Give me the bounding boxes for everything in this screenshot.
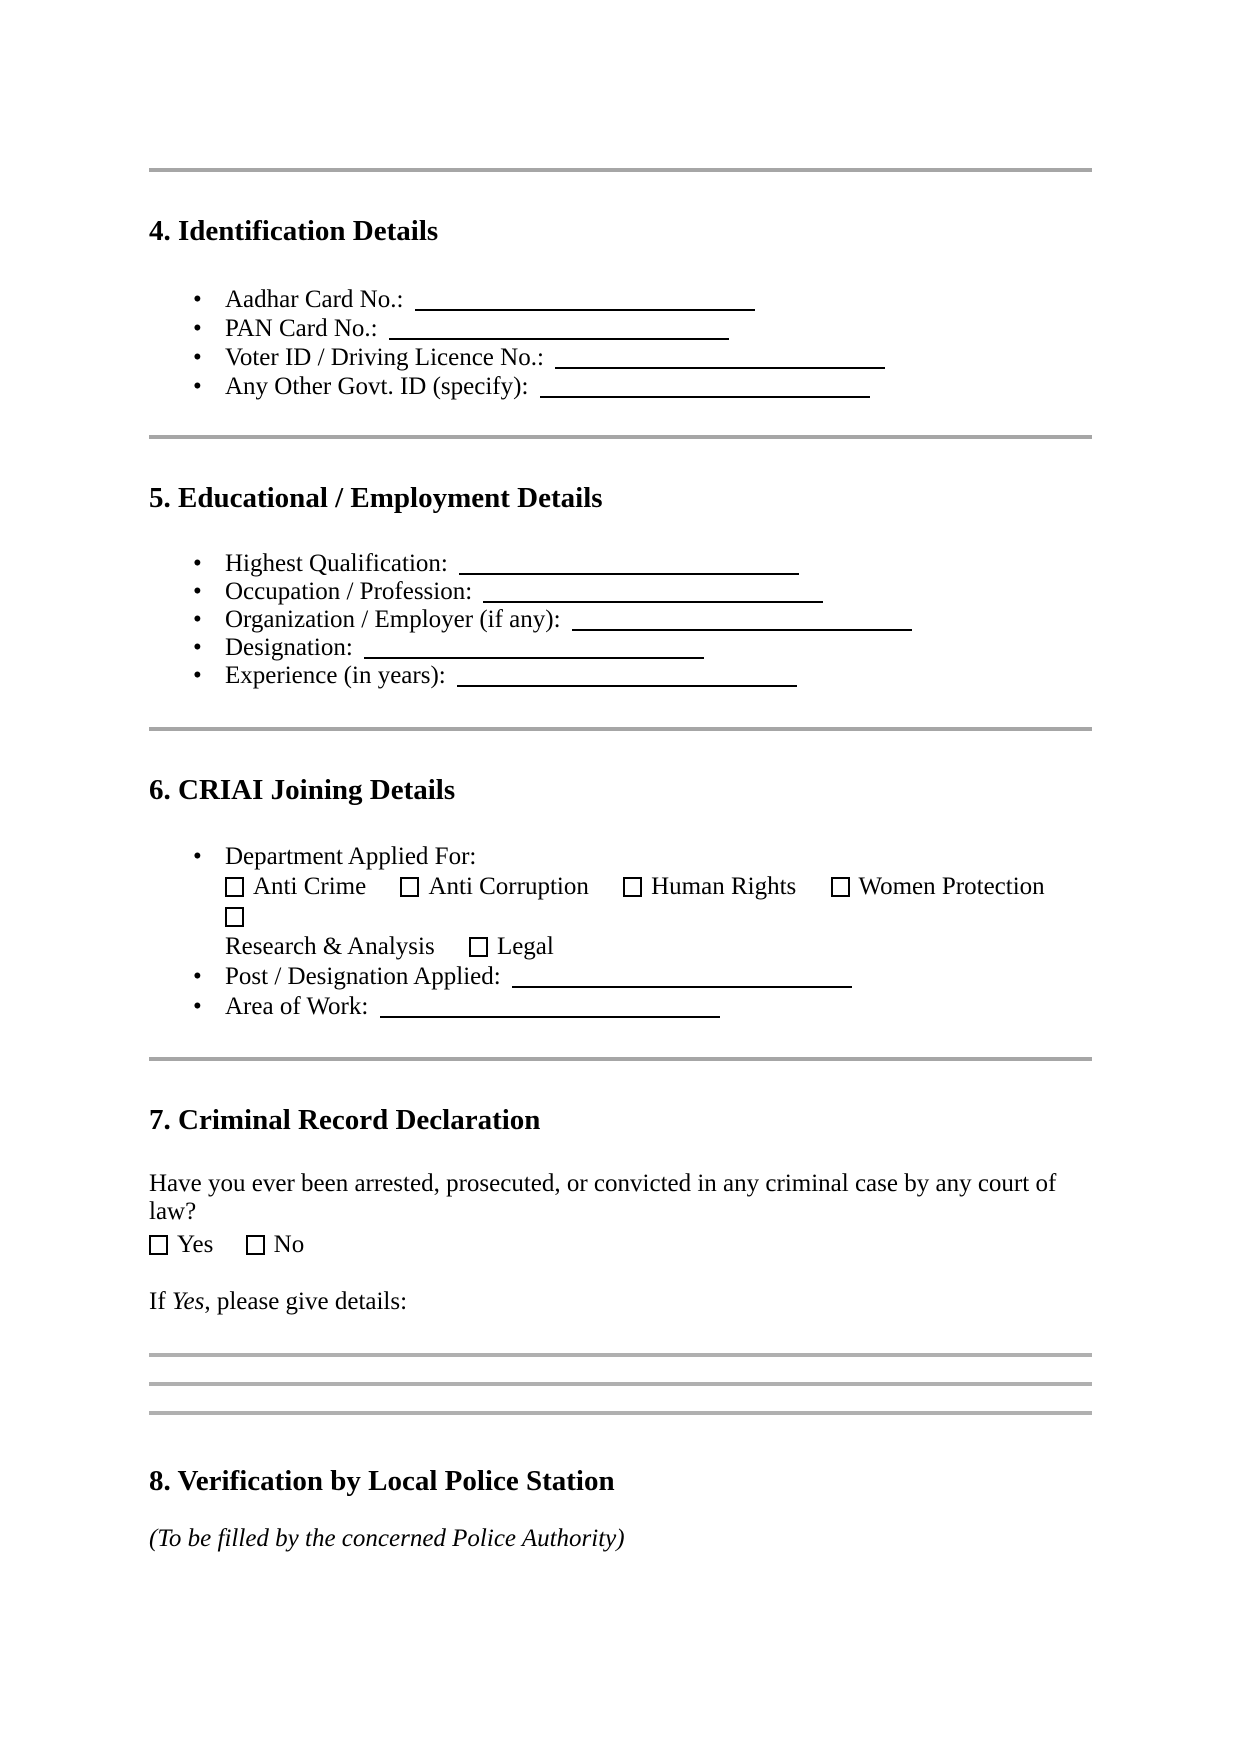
section-title-education: 5. Educational / Employment Details [149,482,603,514]
checkbox-item-legal [469,933,554,960]
checkbox-label: Anti Crime [253,873,367,900]
section-divider [149,727,1092,731]
checkbox-label-research-analysis: Research & Analysis [225,933,435,960]
details-prompt-prefix: If [149,1288,172,1315]
field-label: Any Other Govt. ID (specify): [225,373,529,400]
field-label: Voter ID / Driving Licence No.: [225,344,544,371]
field-label: Experience (in years): [225,662,446,689]
aadhar-blank-line[interactable] [415,299,755,311]
form-field-organization [149,606,1092,634]
department-options-row-2 [225,932,1092,962]
checkbox-anti-corruption[interactable] [400,877,419,897]
details-write-line[interactable] [149,1353,1092,1357]
pan-blank-line[interactable] [389,328,729,340]
bullet-icon: • [193,606,202,633]
section-title-identification: 4. Identification Details [149,215,439,247]
form-field-other-id [149,372,1092,401]
checkbox-label: Yes [177,1231,214,1258]
checkbox-item-anti-corruption [400,873,588,900]
checkbox-label: Human Rights [651,873,797,900]
joining-field-list [149,842,1092,1022]
checkbox-item-yes [149,1231,213,1258]
checkbox-research-analysis[interactable] [225,907,244,927]
voter-id-blank-line[interactable] [555,357,885,369]
bullet-icon: • [193,344,202,371]
checkbox-label: No [273,1231,305,1258]
field-label: Aadhar Card No.: [225,286,404,313]
field-label: Area of Work: [225,993,369,1020]
designation-blank-line[interactable] [364,647,704,659]
checkbox-no[interactable] [246,1235,265,1255]
criminal-record-question: Have you ever been arrested, prosecuted, or convicted in any criminal case by any court of law? [149,1170,1057,1225]
field-label: PAN Card No.: [225,315,378,342]
post-applied-blank-line[interactable] [512,976,852,988]
checkbox-item-no [246,1231,305,1258]
bullet-icon: • [193,662,202,689]
checkbox-anti-crime[interactable] [225,877,244,897]
bullet-icon: • [193,550,202,577]
checkbox-legal[interactable] [469,937,488,957]
details-prompt-suffix: , please give details: [204,1288,408,1315]
section-title-verification: 8. Verification by Local Police Station [149,1465,615,1497]
form-field-pan [149,314,1092,343]
form-field-area-of-work [149,992,1092,1022]
field-label: Designation: [225,634,353,661]
field-label: Highest Qualification: [225,550,448,577]
criminal-record-options-row [149,1230,1092,1260]
field-label: Organization / Employer (if any): [225,606,561,633]
bullet-icon: • [193,373,202,400]
qualification-blank-line[interactable] [459,563,799,575]
bullet-icon: • [193,315,202,342]
identification-field-list [149,285,1092,401]
form-field-voter-id [149,343,1092,372]
bullet-icon: • [193,963,202,990]
form-field-experience [149,662,1092,690]
education-field-list [149,550,1092,690]
experience-blank-line[interactable] [457,675,797,687]
form-field-designation [149,634,1092,662]
bullet-icon: • [193,578,202,605]
checkbox-item-anti-crime [225,873,366,900]
department-options-row-1 [225,872,1092,932]
bullet-icon: • [193,843,202,870]
form-field-department [149,842,1092,962]
form-field-occupation [149,578,1092,606]
bullet-icon: • [193,993,202,1020]
checkbox-item-human-rights [623,873,796,900]
checkbox-label: Women Protection [858,873,1045,900]
checkbox-label: Legal [496,933,554,960]
section-divider [149,435,1092,439]
field-label: Post / Designation Applied: [225,963,501,990]
bullet-icon: • [193,634,202,661]
occupation-blank-line[interactable] [483,591,823,603]
details-write-line[interactable] [149,1382,1092,1386]
form-field-qualification [149,550,1092,578]
checkbox-human-rights[interactable] [623,877,642,897]
checkbox-label: Anti Corruption [428,873,589,900]
form-field-post-applied [149,962,1092,992]
section-divider [149,168,1092,172]
details-prompt [149,1288,1092,1316]
checkbox-yes[interactable] [149,1235,168,1255]
section-title-joining: 6. CRIAI Joining Details [149,774,456,806]
area-of-work-blank-line[interactable] [380,1006,720,1018]
checkbox-women-protection[interactable] [831,877,850,897]
department-label: Department Applied For: [225,843,477,870]
details-write-line[interactable] [149,1411,1092,1415]
organization-blank-line[interactable] [572,619,912,631]
section-divider [149,1057,1092,1061]
other-id-blank-line[interactable] [540,386,870,398]
section-title-criminal-record: 7. Criminal Record Declaration [149,1104,541,1136]
field-label: Occupation / Profession: [225,578,473,605]
details-prompt-yes: Yes [171,1288,205,1315]
checkbox-item-women-protection [831,873,1045,900]
form-field-aadhar [149,285,1092,314]
verification-note: (To be filled by the concerned Police Authority) [149,1525,625,1552]
bullet-icon: • [193,286,202,313]
